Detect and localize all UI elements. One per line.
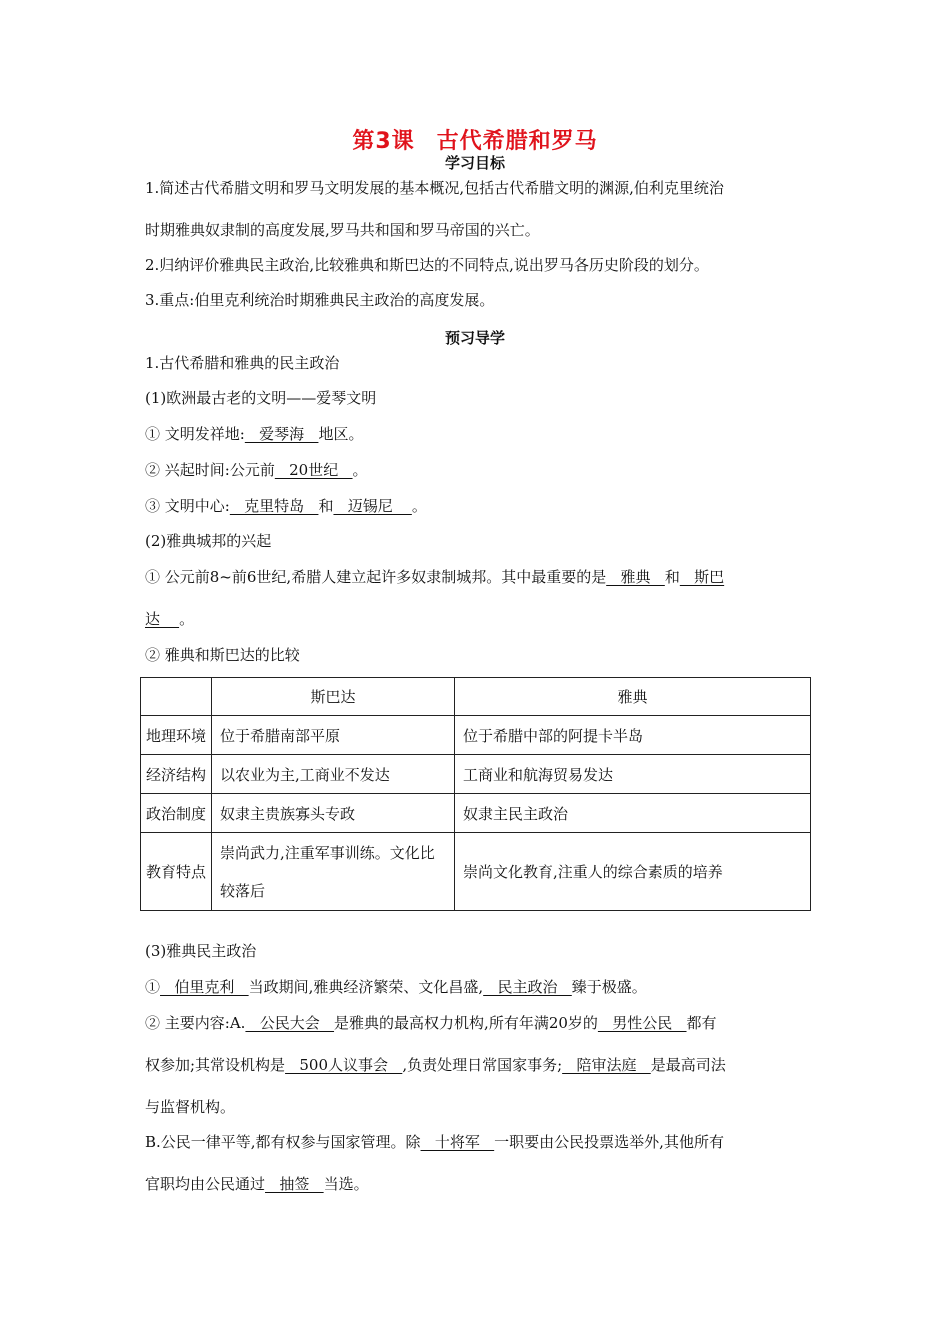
- lesson-number: 第3课: [352, 129, 415, 154]
- blank-line-d1: B.公民一律平等,都有权参与国家管理。除 十将军 一职要由公民投票选举外,其他所有: [145, 1133, 724, 1151]
- answer-sparta-cont: 达: [145, 610, 180, 628]
- blank-line-b1: ① 公元前8~前6世纪,希腊人建立起许多奴隶制城邦。其中最重要的是 雅典 和 斯巴: [145, 568, 725, 586]
- section-1-2-title: (2)雅典城邦的兴起: [145, 532, 272, 550]
- table-header-athens: 雅典: [455, 678, 811, 716]
- blank-line-d2: 官职均由公民通过 抽签 当选。: [145, 1175, 369, 1193]
- answer-mycenae: 迈锡尼: [333, 497, 412, 515]
- answer-council-500: 500人议事会: [285, 1056, 403, 1074]
- table-row: 地理环境 位于希腊南部平原 位于希腊中部的阿提卡半岛: [141, 716, 811, 755]
- line-c4: 与监督机构。: [145, 1098, 236, 1116]
- lesson-title: [0, 124, 950, 155]
- blank-line-c2: ② 主要内容:A. 公民大会 是雅典的最高权力机构,所有年满20岁的 男性公民 都有: [145, 1014, 717, 1032]
- answer-jury-court: 陪审法庭: [562, 1056, 651, 1074]
- section-1-1-title: (1)欧洲最古老的文明——爱琴文明: [145, 389, 377, 407]
- table-row: 政治制度 奴隶主贵族寡头专政 奴隶主民主政治: [141, 794, 811, 833]
- goal-item-1a: 1.简述古代希腊文明和罗马文明发展的基本概况,包括古代希腊文明的渊源,伯利克里统治: [145, 179, 724, 197]
- blank-line-c3: 权参加;其常设机构是 500人议事会 ,负责处理日常国家事务; 陪审法庭 是最高司法: [145, 1056, 726, 1074]
- blank-line-a1: ① 文明发祥地: 爱琴海 地区。: [145, 425, 364, 443]
- answer-male-citizens: 男性公民: [597, 1014, 687, 1032]
- answer-democracy: 民主政治: [483, 978, 572, 996]
- blank-line-b1-cont: 达 。: [145, 610, 195, 628]
- answer-aegean: 爱琴海: [244, 425, 319, 443]
- blank-line-a3: ③ 文明中心: 克里特岛 和 迈锡尼 。: [145, 497, 427, 515]
- blank-line-a2: ② 兴起时间:公元前 20世纪 。: [145, 461, 368, 479]
- answer-lottery: 抽签: [265, 1175, 324, 1193]
- goal-item-2: 2.归纳评价雅典民主政治,比较雅典和斯巴达的不同特点,说出罗马各历史阶段的划分。: [145, 256, 709, 274]
- answer-crete: 克里特岛: [229, 497, 319, 515]
- goals-heading: 学习目标: [444, 154, 505, 172]
- section-1-3-title: (3)雅典民主政治: [145, 942, 257, 960]
- table-header-row: [141, 678, 811, 716]
- table-row: 教育特点 崇尚武力,注重军事训练。文化比较落后 崇尚文化教育,注重人的综合素质的培养: [141, 833, 811, 911]
- comparison-table: [140, 677, 811, 911]
- answer-athens: 雅典: [606, 568, 665, 586]
- answer-assembly: 公民大会: [245, 1014, 335, 1032]
- lesson-name: 古代希腊和罗马: [436, 129, 598, 154]
- table-header-sparta: 斯巴达: [212, 678, 455, 716]
- table-corner-cell: [141, 678, 212, 716]
- preview-heading: 预习导学: [444, 329, 505, 347]
- table-row: 经济结构 以农业为主,工商业不发达 工商业和航海贸易发达: [141, 755, 811, 794]
- answer-sparta: 斯巴: [679, 568, 725, 586]
- answer-pericles: 伯里克利: [160, 978, 249, 996]
- comparison-title: ② 雅典和斯巴达的比较: [145, 646, 300, 664]
- goal-item-1b: 时期雅典奴隶制的高度发展,罗马共和国和罗马帝国的兴亡。: [145, 221, 540, 239]
- answer-20th-century: 20世纪: [274, 461, 353, 479]
- goal-item-3: 3.重点:伯里克利统治时期雅典民主政治的高度发展。: [145, 291, 495, 309]
- answer-ten-generals: 十将军: [420, 1133, 495, 1151]
- section-1-title: 1.古代希腊和雅典的民主政治: [145, 354, 340, 372]
- blank-line-c1: ① 伯里克利 当政期间,雅典经济繁荣、文化昌盛, 民主政治 臻于极盛。: [145, 978, 647, 996]
